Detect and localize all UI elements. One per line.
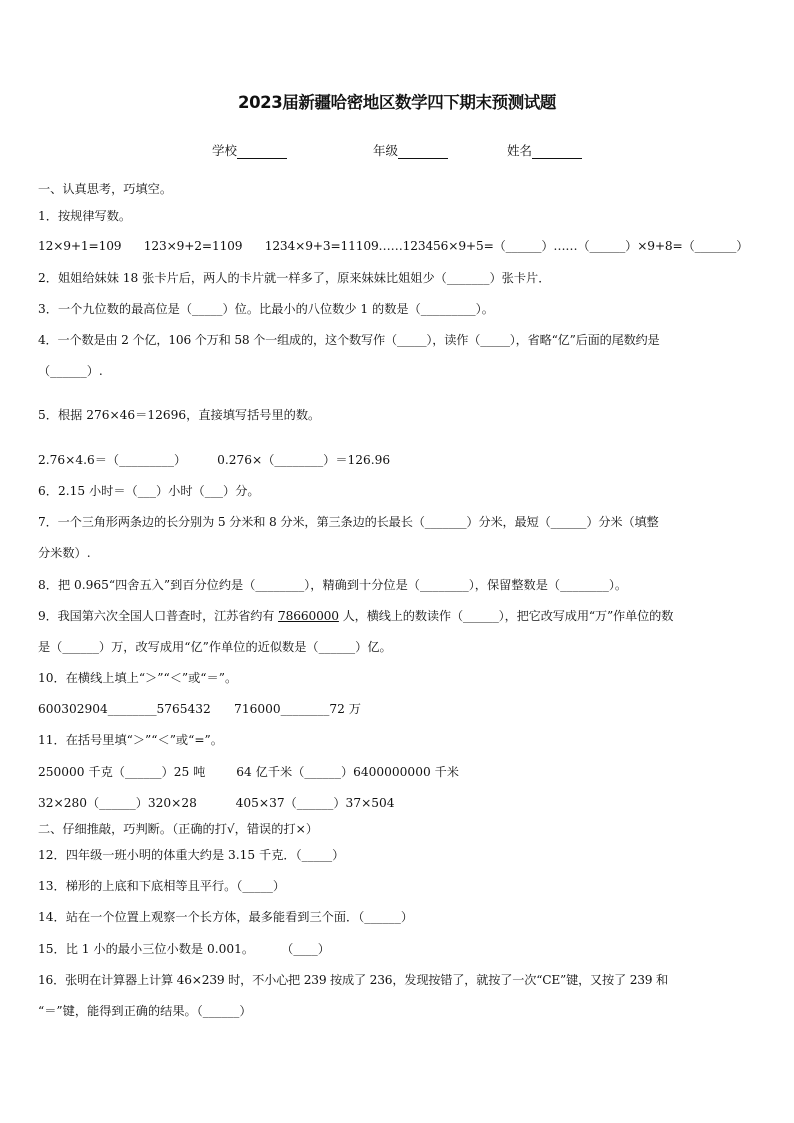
question-7-line-1: 7．一个三角形两条边的长分别为 5 分米和 8 分米，第三条边的长最长（_______）分米，最短（______）分米（填整 — [38, 515, 659, 529]
question-16-line-2: “＝”键，能得到正确的结果。（______） — [38, 1004, 252, 1018]
question-13: 13．梯形的上底和下底相等且平行。（_____） — [38, 879, 286, 893]
name-label: 姓名 — [507, 143, 533, 158]
question-6: 6．2.15 小时＝（___）小时（___）分。 — [38, 484, 260, 498]
question-14: 14．站在一个位置上观察一个长方体，最多能看到三个面．（______） — [38, 910, 414, 924]
grade-label: 年级 — [373, 143, 399, 158]
section-2-heading: 二、仔细推敲，巧判断。（正确的打√，错误的打×） — [38, 822, 319, 836]
question-9-line-1: 9．我国第六次全国人口普查时，江苏省约有 78660000 人，横线上的数读作（______），把它改写成用“万”作单位的数 — [38, 609, 674, 623]
page-title: 2023届新疆哈密地区数学四下期末预测试题 — [237, 93, 557, 112]
question-3: 3．一个九位数的最高位是（_____）位。比最小的八位数少 1 的数是（_________）。 — [38, 302, 494, 316]
question-11-row-2: 32×280（______）320×28 405×37（______）37×504 — [38, 796, 395, 810]
section-1-heading: 一、认真思考，巧填空。 — [38, 182, 173, 196]
underlined-number: 78660000 — [278, 609, 339, 623]
question-9-line-2: 是（______）万，改写成用“亿”作单位的近似数是（______）亿。 — [38, 640, 392, 654]
name-field — [507, 141, 582, 159]
grade-blank[interactable] — [398, 145, 448, 159]
question-4-line-1: 4．一个数是由 2 个亿，106 个万和 58 个一组成的，这个数写作（_____），读作（_____），省略“亿”后面的尾数约是 — [38, 333, 660, 347]
question-16-line-1: 16．张明在计算器上计算 46×239 时，不小心把 239 按成了 236，发现按错了，就按了一次“CE”键，又按了 239 和 — [38, 973, 669, 987]
question-10-items: 600302904________5765432 716000________72 万 — [38, 702, 361, 716]
question-5: 5．根据 276×46＝12696，直接填写括号里的数。 — [38, 408, 321, 422]
question-11-row-1: 250000 千克（______）25 吨 64 亿千米（______）6400000000 千米 — [38, 765, 459, 779]
name-blank[interactable] — [532, 145, 582, 159]
school-field — [212, 141, 287, 159]
question-5-items: 2.76×4.6＝（_________） 0.276×（________）＝126.96 — [38, 453, 391, 467]
school-label: 学校 — [212, 143, 238, 158]
question-15: 15．比 1 小的最小三位小数是 0.001。 （____） — [38, 942, 330, 956]
question-11: 11．在括号里填“＞”“＜”或“=”。 — [38, 733, 223, 747]
question-12: 12．四年级一班小明的体重大约是 3.15 千克．（_____） — [38, 848, 345, 862]
question-4-line-2: （______）. — [38, 364, 103, 378]
question-10: 10．在横线上填上“＞”“＜”或“＝”。 — [38, 671, 238, 685]
question-7-line-2: 分米数）. — [38, 546, 91, 560]
school-blank[interactable] — [237, 145, 287, 159]
grade-field — [373, 141, 448, 159]
question-8: 8．把 0.965“四舍五入”到百分位约是（________），精确到十分位是（________），保留整数是（________）。 — [38, 578, 628, 592]
question-1-sequence: 12×9+1=109 123×9+2=1109 1234×9+3=11109……123456×9+5=（______）……（______）×9+8=（_______） — [38, 239, 749, 253]
question-2: 2．姐姐给妹妹 18 张卡片后，两人的卡片就一样多了，原来妹妹比姐姐少（_______）张卡片． — [38, 271, 551, 285]
question-1: 1．按规律写数。 — [38, 209, 132, 223]
